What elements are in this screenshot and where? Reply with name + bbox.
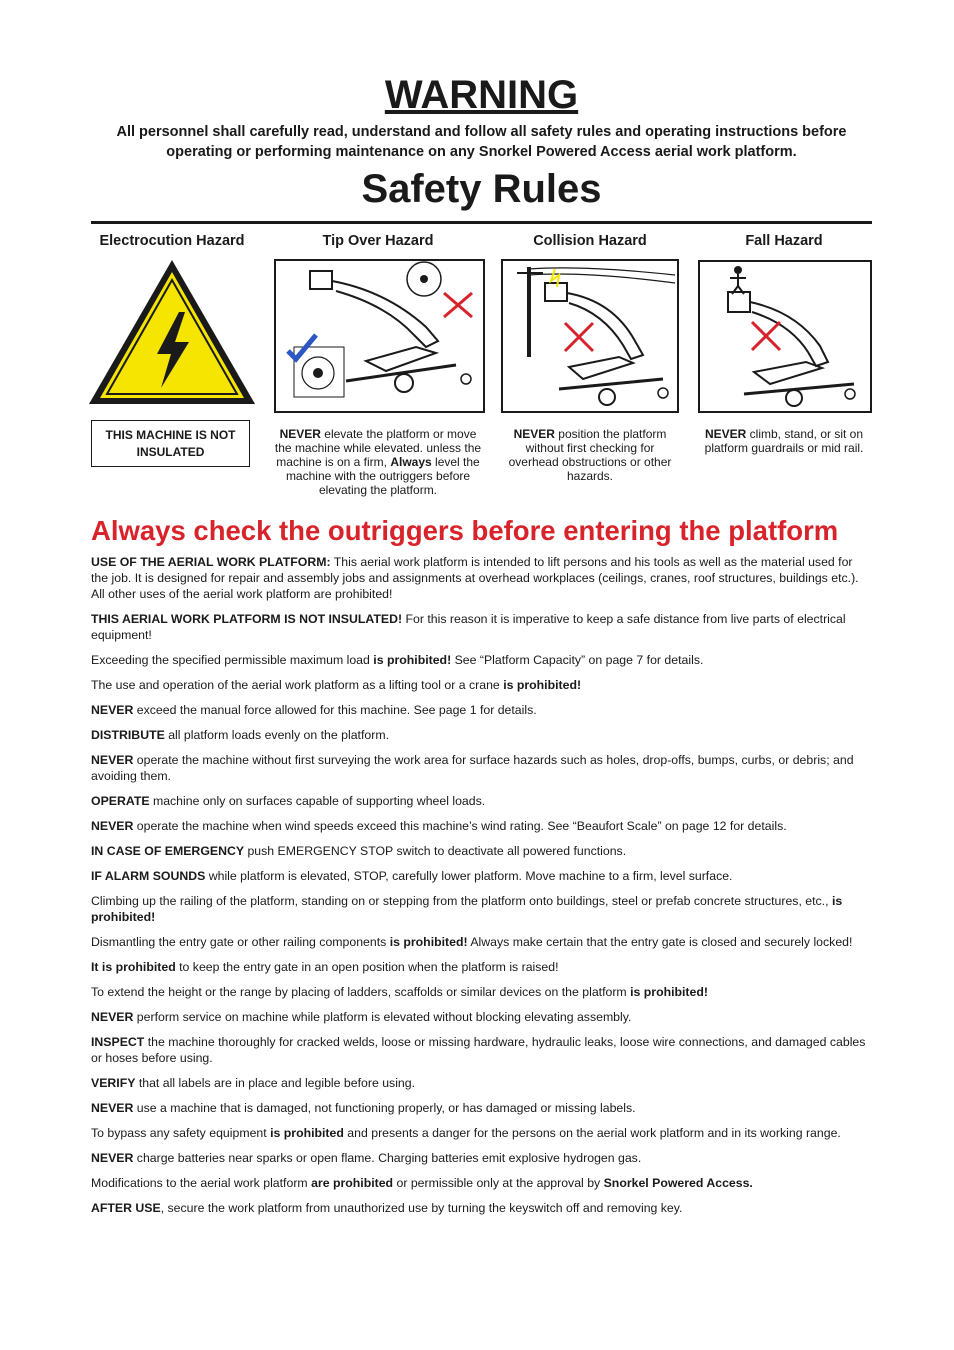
rule-text: To extend the height or the range by placing of ladders, scaffolds or similar devices on the platform	[91, 985, 631, 999]
rule-item	[91, 1100, 872, 1116]
fall-icon	[700, 262, 870, 411]
rule-emphasis: Snorkel Powered Access.	[603, 1176, 753, 1190]
rule-text: all platform loads evenly on the platform.	[164, 728, 389, 742]
electrocution-hazard	[91, 232, 253, 250]
rule-emphasis: is prohibited!	[91, 894, 843, 924]
collision-description: NEVER position the platform without first checking for overhead obstructions or other hazards.	[508, 427, 672, 483]
rule-emphasis: USE OF THE AERIAL WORK PLATFORM:	[91, 555, 331, 569]
rule-item	[91, 1075, 872, 1091]
rule-item	[91, 652, 872, 668]
rule-text: or permissible only at the approval by	[393, 1176, 604, 1190]
rule-item	[91, 984, 872, 1000]
rule-emphasis: are prohibited	[311, 1176, 394, 1190]
rule-item	[91, 752, 872, 784]
rule-text: To bypass any safety equipment	[91, 1126, 271, 1140]
rule-text: push EMERGENCY STOP switch to deactivate all powered functions.	[244, 844, 627, 858]
rule-text: the machine thoroughly for cracked welds, loose or missing hardware, hydraulic leaks, loose wire connections, and damaged cables or hoses before using.	[91, 1035, 866, 1065]
divider	[91, 221, 872, 224]
rule-item	[91, 893, 872, 925]
fall-hazard	[696, 232, 872, 250]
rule-text: See “Platform Capacity” on page 7 for details.	[451, 653, 704, 667]
fall-description: NEVER climb, stand, or sit on platform guardrails or mid rail.	[704, 427, 864, 455]
rule-text: that all labels are in place and legible before using.	[135, 1076, 416, 1090]
rule-emphasis: THIS AERIAL WORK PLATFORM IS NOT INSULATED!	[91, 612, 403, 626]
rule-text: to keep the entry gate in an open position when the platform is raised!	[175, 960, 559, 974]
rule-text: use a machine that is damaged, not functioning properly, or has damaged or missing labels.	[133, 1101, 636, 1115]
rule-text: Always make certain that the entry gate is closed and securely locked!	[467, 935, 853, 949]
hazard-label: Fall Hazard	[745, 233, 823, 249]
rule-emphasis: NEVER	[91, 1010, 134, 1024]
collision-icon	[503, 261, 677, 411]
rule-emphasis: It is prohibited	[91, 960, 176, 974]
rules-list	[91, 554, 872, 1225]
rule-emphasis: VERIFY	[91, 1076, 136, 1090]
rule-item	[91, 1150, 872, 1166]
rule-emphasis: NEVER	[91, 703, 134, 717]
rule-emphasis: is prohibited!	[389, 935, 468, 949]
rule-item	[91, 554, 872, 602]
rule-item	[91, 959, 872, 975]
outrigger-heading: Always check the outriggers before entering the platform	[91, 515, 839, 546]
rule-emphasis: NEVER	[91, 1151, 134, 1165]
hazard-label: Tip Over Hazard	[322, 233, 434, 249]
rule-text: The use and operation of the aerial work platform as a lifting tool or a crane	[91, 678, 504, 692]
hazard-label: Electrocution Hazard	[99, 233, 245, 249]
collision-illustration	[501, 259, 679, 413]
rule-text: operate the machine when wind speeds exceed this machine’s wind rating. See “Beaufort Scale” on page 12 for details.	[133, 819, 787, 833]
rule-item	[91, 934, 872, 950]
rule-item	[91, 677, 872, 693]
rule-item	[91, 611, 872, 643]
tipover-description: NEVER elevate the platform or move the machine while elevated. unless the machine is on a firm, Always level the machine with the outriggers before elevating the platform.	[274, 427, 482, 497]
rule-text: and presents a danger for the persons on the aerial work platform and in its working range.	[343, 1126, 841, 1140]
tipover-icon	[276, 261, 483, 411]
rule-emphasis: is prohibited	[270, 1126, 344, 1140]
rule-text: perform service on machine while platform is elevated without blocking elevating assembly.	[133, 1010, 632, 1024]
rule-text: Modifications to the aerial work platform	[91, 1176, 312, 1190]
rule-text: machine only on surfaces capable of supporting wheel loads.	[149, 794, 486, 808]
fall-illustration	[698, 260, 872, 413]
not-insulated-notice: THIS MACHINE IS NOT INSULATED	[91, 420, 250, 467]
rule-emphasis: IN CASE OF EMERGENCY	[91, 844, 245, 858]
rule-item	[91, 1125, 872, 1141]
rule-item	[91, 1200, 872, 1216]
rule-text: This aerial work platform is intended to lift persons and his tools as well as the material used for the job. It is designed for repair and assembly jobs and assignments at overhead workplaces (ceilings, cranes, roof structures, buildings etc.). All other uses of the aerial work platform are prohibited!	[91, 555, 859, 601]
rule-item	[91, 1009, 872, 1025]
page-title: Safety Rules	[361, 167, 602, 211]
rule-item	[91, 702, 872, 718]
rule-text: For this reason it is imperative to keep a safe distance from live parts of electrical equipment!	[91, 612, 846, 642]
rule-emphasis: NEVER	[91, 1101, 134, 1115]
rule-text: Climbing up the railing of the platform, standing on or stepping from the platform onto buildings, steel or prefab concrete structures, etc.,	[91, 894, 832, 908]
rule-text: Dismantling the entry gate or other railing components	[91, 935, 390, 949]
high-voltage-warning-icon	[85, 256, 259, 408]
rule-emphasis: is prohibited!	[630, 985, 708, 999]
rule-item	[91, 818, 872, 834]
rule-item	[91, 727, 872, 743]
rule-text: operate the machine without first surveying the work area for surface hazards such as holes, drop-offs, bumps, curbs, or debris; and avoiding them.	[91, 753, 854, 783]
rule-item	[91, 843, 872, 859]
tipover-hazard	[273, 232, 483, 250]
rule-text: while platform is elevated, STOP, carefully lower platform. Move machine to a firm, level surface.	[205, 869, 733, 883]
rule-emphasis: INSPECT	[91, 1035, 145, 1049]
intro-text: All personnel shall carefully read, understand and follow all safety rules and operating instructions before operating or performing maintenance on any Snorkel Powered Access aerial work platform.	[116, 124, 847, 160]
rule-emphasis: OPERATE	[91, 794, 150, 808]
rule-emphasis: AFTER USE	[91, 1201, 161, 1215]
rule-text: , secure the work platform from unauthorized use by turning the keyswitch off and removing key.	[160, 1201, 683, 1215]
tipover-illustration	[274, 259, 485, 413]
rule-text: charge batteries near sparks or open flame. Charging batteries emit explosive hydrogen gas.	[133, 1151, 642, 1165]
rule-emphasis: DISTRIBUTE	[91, 728, 165, 742]
rule-text: Exceeding the specified permissible maximum load	[91, 653, 374, 667]
rule-emphasis: is prohibited!	[503, 678, 582, 692]
hazard-label: Collision Hazard	[533, 233, 647, 249]
rule-item	[91, 1034, 872, 1066]
rule-item	[91, 868, 872, 884]
rule-emphasis: NEVER	[91, 819, 134, 833]
warning-title: WARNING	[384, 73, 579, 117]
collision-hazard	[501, 232, 679, 250]
rule-emphasis: IF ALARM SOUNDS	[91, 869, 206, 883]
rule-emphasis: is prohibited!	[373, 653, 452, 667]
rule-emphasis: NEVER	[91, 753, 134, 767]
rule-item	[91, 1175, 872, 1191]
rule-text: exceed the manual force allowed for this machine. See page 1 for details.	[133, 703, 537, 717]
rule-item	[91, 793, 872, 809]
